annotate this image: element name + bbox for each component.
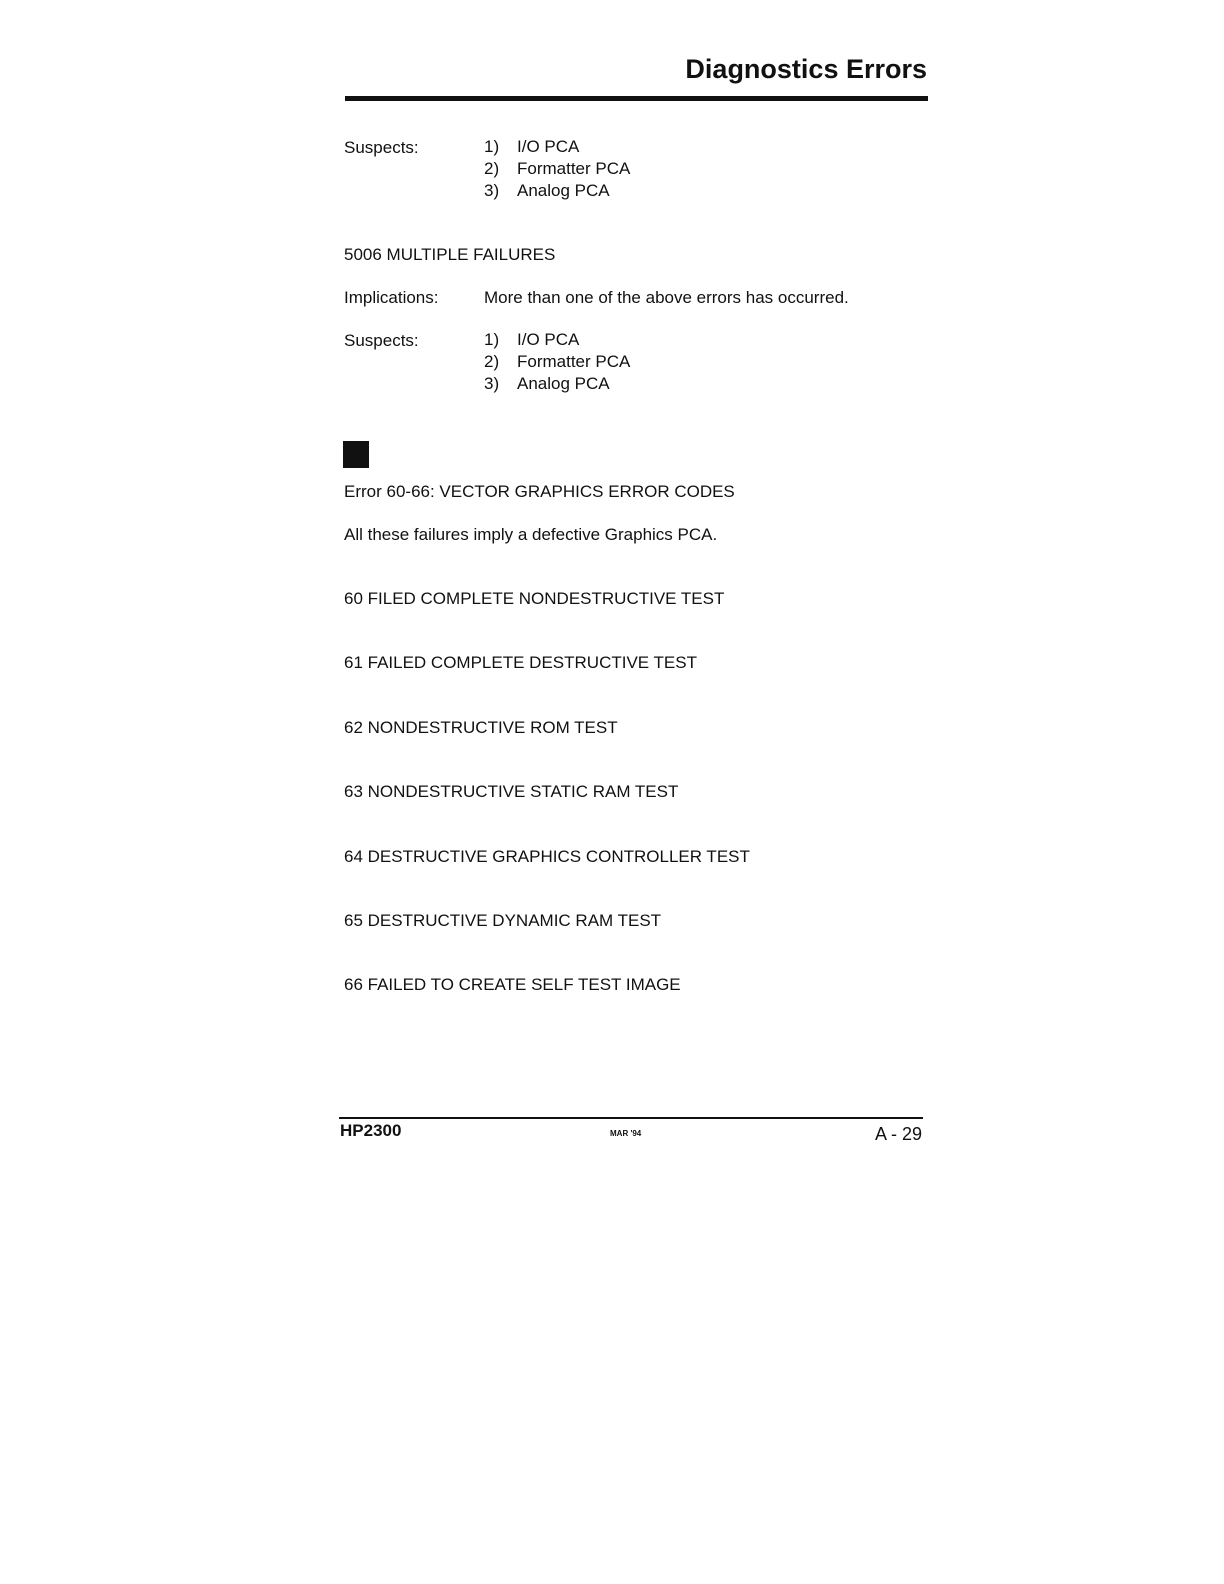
footer-rule — [339, 1117, 923, 1119]
suspect-item: Formatter PCA — [517, 159, 631, 178]
page-title: Diagnostics Errors — [685, 54, 927, 84]
implications-label: Implications: — [344, 288, 439, 307]
suspect-number: 1) — [484, 330, 500, 349]
section-heading: Error 60-66: VECTOR GRAPHICS ERROR CODES — [344, 482, 735, 501]
error-code-line: 64 DESTRUCTIVE GRAPHICS CONTROLLER TEST — [344, 847, 750, 866]
error-code-line: 65 DESTRUCTIVE DYNAMIC RAM TEST — [344, 911, 662, 930]
error-code-line: 63 NONDESTRUCTIVE STATIC RAM TEST — [344, 782, 679, 801]
section-marker — [343, 441, 369, 468]
header-rule — [345, 96, 928, 101]
suspect-number: 3) — [484, 181, 500, 200]
suspect-item: I/O PCA — [517, 137, 580, 156]
implications-text: More than one of the above errors has occurred. — [484, 288, 849, 307]
error-code-line: 61 FAILED COMPLETE DESTRUCTIVE TEST — [344, 653, 697, 672]
error-code-line: 62 NONDESTRUCTIVE ROM TEST — [344, 718, 618, 737]
section-note: All these failures imply a defective Graphics PCA. — [344, 525, 718, 544]
suspect-item: Analog PCA — [517, 181, 610, 200]
error-heading: 5006 MULTIPLE FAILURES — [344, 245, 556, 264]
error-code-line: 60 FILED COMPLETE NONDESTRUCTIVE TEST — [344, 589, 725, 608]
page-number: A - 29 — [874, 1124, 922, 1144]
suspect-number: 3) — [484, 374, 500, 393]
suspect-number: 1) — [484, 137, 500, 156]
footer-model: HP2300 — [340, 1121, 402, 1140]
suspects-label: Suspects: — [344, 138, 419, 157]
footer-date: MAR '94 — [610, 1129, 642, 1138]
suspect-number: 2) — [484, 352, 500, 371]
error-code-line: 66 FAILED TO CREATE SELF TEST IMAGE — [344, 975, 681, 994]
suspects-label: Suspects: — [344, 331, 419, 350]
suspect-item: Analog PCA — [517, 374, 610, 393]
suspect-number: 2) — [484, 159, 500, 178]
suspect-item: I/O PCA — [517, 330, 580, 349]
suspect-item: Formatter PCA — [517, 352, 631, 371]
